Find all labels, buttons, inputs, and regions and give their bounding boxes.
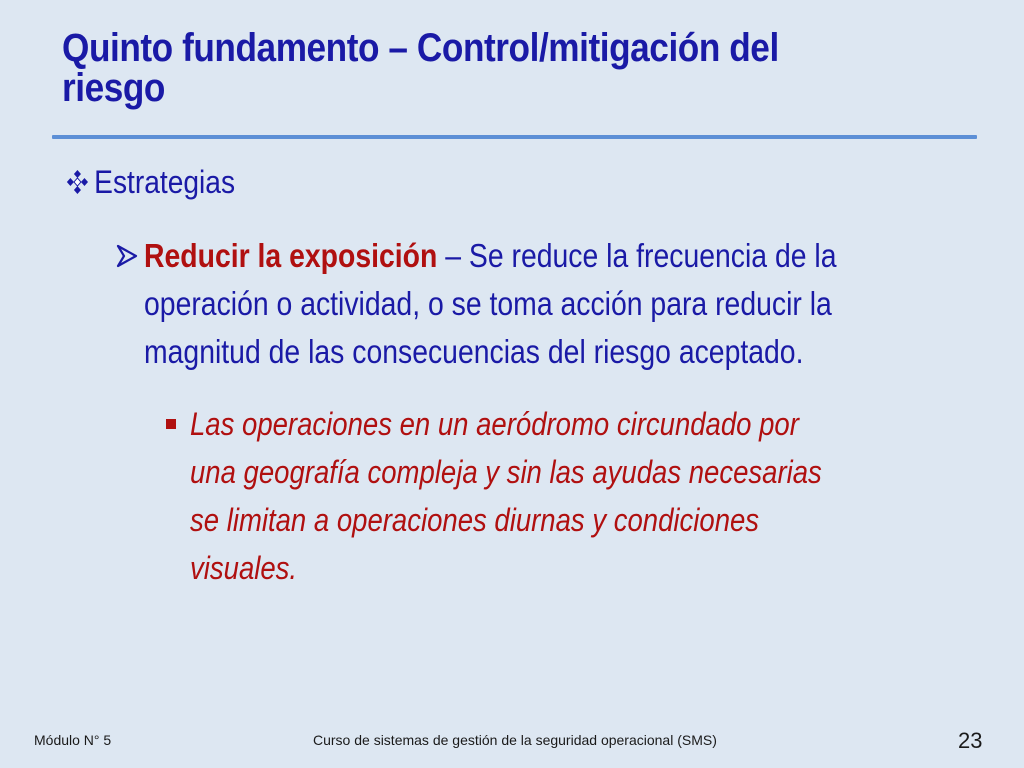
bullet-level-3-line-1: Las operaciones en un aeródromo circundado por: [190, 406, 799, 442]
bullet-level-1-text: Estrategias: [94, 164, 236, 200]
bullet-level-2-text: [144, 232, 931, 376]
emphasis-term: Reducir la exposición: [144, 237, 438, 274]
bullet-level-2-line-2: operación o actividad, o se toma acción para reducir la: [144, 285, 832, 322]
bullet-level-3-text: [190, 400, 947, 592]
bullet-level-2-line-1: [144, 232, 931, 280]
page-number: 23: [958, 728, 983, 753]
bullet-level-3-line-4: visuales.: [190, 550, 298, 586]
bullet-level-3: [166, 400, 1024, 592]
bullet-level-2-line-1-rest: – Se reduce la frecuencia de la: [437, 237, 837, 274]
bullet-level-2: [116, 232, 1024, 376]
four-diamond-icon: [66, 169, 89, 195]
arrowhead-icon: [116, 232, 144, 280]
title-line-2: riesgo: [62, 66, 166, 110]
footer-course: Curso de sistemas de gestión de la seguridad operacional (SMS): [313, 732, 717, 748]
footer-module: Módulo N° 5: [34, 732, 112, 748]
bullet-level-2-line-3: magnitud de las consecuencias del riesgo aceptado.: [144, 333, 804, 370]
title-divider: [52, 135, 977, 139]
slide-footer: [0, 728, 1024, 752]
title-line-1: Quinto fundamento – Control/mitigación del: [62, 26, 779, 70]
slide-title: [62, 28, 872, 108]
square-bullet-icon: [166, 400, 190, 448]
bullet-level-3-line-2: una geografía compleja y sin las ayudas necesarias: [190, 454, 822, 490]
bullet-level-1: [66, 160, 235, 204]
bullet-level-3-line-3: se limitan a operaciones diurnas y condiciones: [190, 502, 760, 538]
